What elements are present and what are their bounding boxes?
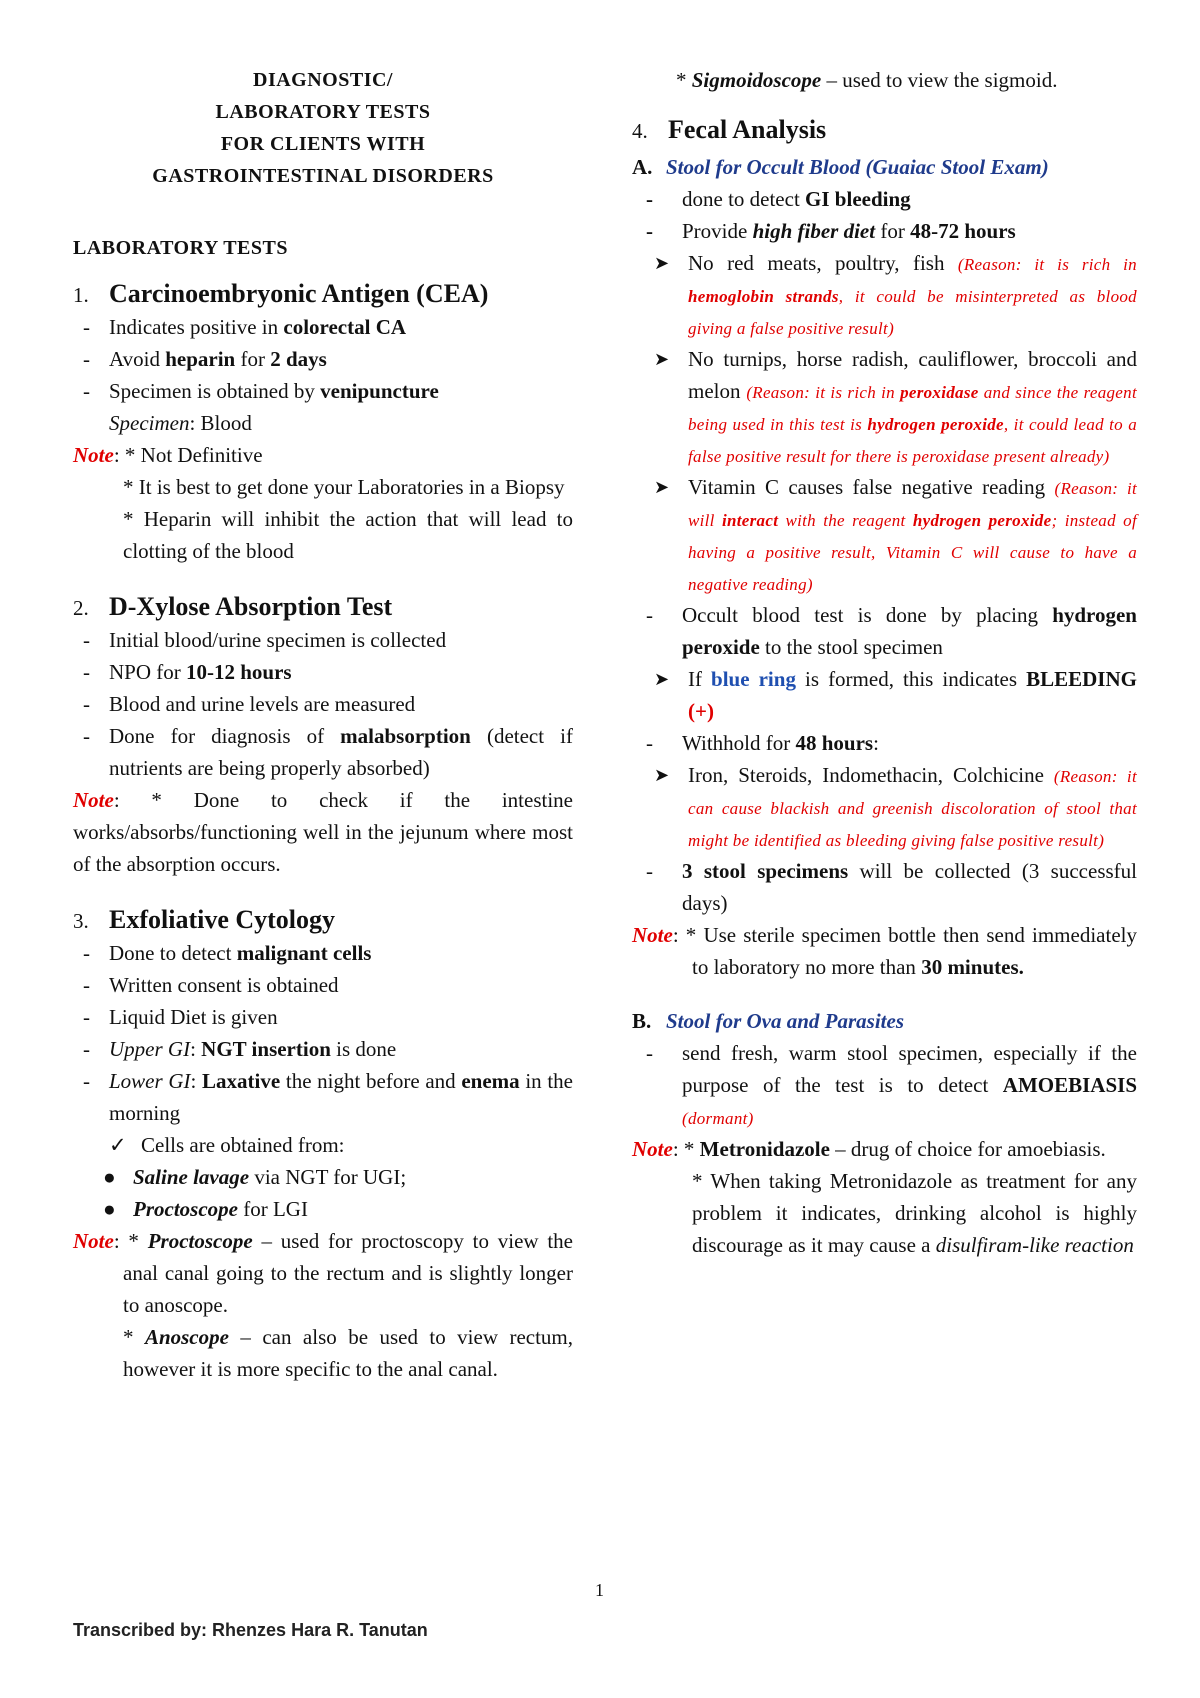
section-cea: 1. Carcinoembryonic Antigen (CEA) bbox=[73, 279, 489, 308]
note-line: * Heparin will inhibit the action that will lead to clotting of the blood bbox=[123, 507, 573, 563]
right-column bbox=[632, 64, 1137, 1261]
section-heading: Carcinoembryonic Antigen (CEA) bbox=[109, 279, 489, 308]
list-item: - Initial blood/urine specimen is collected bbox=[83, 628, 447, 652]
list-item: - Lower GI: Laxative the night before and enema in the morning bbox=[83, 1069, 573, 1125]
list-item: - send fresh, warm stool specimen, especially if the purpose of the test is to detect AMOEBIASIS (dormant) bbox=[646, 1041, 1137, 1128]
subsection-ova-parasites: B. Stool for Ova and Parasites bbox=[632, 1009, 905, 1033]
section-heading: D-Xylose Absorption Test bbox=[109, 592, 393, 621]
sigmoidoscope-note: * Sigmoidoscope – used to view the sigmoid. bbox=[676, 68, 1058, 92]
arrow-bullet-icon: ➤ bbox=[654, 765, 670, 785]
section-fecal: 4. Fecal Analysis bbox=[632, 115, 827, 144]
list-item: - Withhold for 48 hours: bbox=[646, 731, 879, 755]
section-heading: Exfoliative Cytology bbox=[109, 905, 336, 934]
lab-tests-heading: LABORATORY TESTS bbox=[73, 237, 288, 259]
arrow-bullet-icon: ➤ bbox=[654, 349, 670, 369]
list-item: - Occult blood test is done by placing hydrogen peroxide to the stool specimen bbox=[646, 603, 1137, 659]
list-item: - Upper GI: NGT insertion is done bbox=[83, 1037, 397, 1061]
arrow-bullet-icon: ➤ bbox=[654, 669, 670, 689]
bullet-icon: ● bbox=[103, 1197, 116, 1221]
list-item: - Avoid heparin for 2 days bbox=[83, 347, 327, 371]
arrow-item: ➤ If blue ring is formed, this indicates BLEEDING (+) bbox=[654, 663, 1137, 727]
list-item: - Specimen is obtained by venipuncture bbox=[83, 379, 439, 403]
bullet-item: ● Saline lavage via NGT for UGI; bbox=[103, 1161, 573, 1193]
section-heading: Fecal Analysis bbox=[668, 115, 827, 144]
arrow-item: ➤ Iron, Steroids, Indomethacin, Colchicine (Reason: it can cause blackish and greenish discoloration of stool that might be identified as bleeding giving false positive result) bbox=[654, 759, 1137, 855]
note-cea: Note: * Not Definitive bbox=[73, 443, 263, 467]
list-item: - Liquid Diet is given bbox=[83, 1005, 278, 1029]
list-item: - Written consent is obtained bbox=[83, 973, 339, 997]
footer-credit: Transcribed by: Rhenzes Hara R. Tanutan bbox=[73, 1620, 428, 1640]
arrow-bullet-icon: ➤ bbox=[654, 253, 670, 273]
check-item: ✓ Cells are obtained from: bbox=[109, 1129, 573, 1161]
list-item: - NPO for 10-12 hours bbox=[83, 660, 292, 684]
left-column bbox=[73, 64, 573, 1385]
bullet-icon: ● bbox=[103, 1165, 116, 1189]
note-line: * It is best to get done your Laboratories in a Biopsy bbox=[123, 475, 565, 499]
note-line: * When taking Metronidazole as treatment for any problem it indicates, drinking alcohol is highly discourage as it may cause a disulfiram-like reaction bbox=[692, 1169, 1137, 1257]
arrow-bullet-icon: ➤ bbox=[654, 477, 670, 497]
arrow-item: ➤ No red meats, poultry, fish (Reason: it is rich in hemoglobin strands, it could be misinterpreted as blood giving a false positive result) bbox=[654, 247, 1137, 343]
arrow-item: ➤ No turnips, horse radish, cauliflower, broccoli and melon (Reason: it is rich in peroxidase and since the reagent being used in this test is hydrogen peroxide, it could lead to a false positive result for there is peroxidase present already) bbox=[654, 343, 1137, 471]
section-exfoliative: 3. Exfoliative Cytology bbox=[73, 905, 336, 934]
checkmark-icon: ✓ bbox=[109, 1133, 127, 1157]
list-item: - Provide high fiber diet for 48-72 hours bbox=[646, 219, 1016, 243]
arrow-item: ➤ Vitamin C causes false negative reading (Reason: it will interact with the reagent hydrogen peroxide; instead of having a positive result, Vitamin C will cause to have a negative reading) bbox=[654, 471, 1137, 599]
section-dxylose: 2. D-Xylose Absorption Test bbox=[73, 592, 393, 621]
specimen-line: Specimen: Blood bbox=[109, 411, 252, 435]
note-ova: Note: * Metronidazole – drug of choice for amoebiasis. bbox=[632, 1137, 1106, 1161]
list-item: - done to detect GI bleeding bbox=[646, 187, 911, 211]
list-item: - Done for diagnosis of malabsorption (detect if nutrients are being properly absorbed) bbox=[83, 724, 573, 780]
note-dxylose: Note: * Done to check if the intestine works/absorbs/functioning well in the jejunum where most of the absorption occurs. bbox=[73, 788, 573, 876]
document-title: DIAGNOSTIC/ LABORATORY TESTS FOR CLIENTS WITH GASTROINTESTINAL DISORDERS bbox=[152, 69, 494, 187]
note-exfoliative: Note: * Proctoscope – used for proctoscopy to view the anal canal going to the rectum and is slightly longer to anoscope. bbox=[73, 1229, 573, 1317]
page-number: 1 bbox=[595, 1580, 604, 1600]
list-item: - Done to detect malignant cells bbox=[83, 941, 372, 965]
note-line: * Anoscope – can also be used to view rectum, however it is more specific to the anal canal. bbox=[123, 1325, 574, 1381]
note-fecal: Note: * Use sterile specimen bottle then send immediately to laboratory no more than 30 minutes. bbox=[632, 923, 1137, 979]
list-item: - 3 stool specimens will be collected (3 successful days) bbox=[646, 859, 1137, 915]
subsection-occult-blood: A. Stool for Occult Blood (Guaiac Stool Exam) bbox=[632, 155, 1049, 179]
bullet-item: ● Proctoscope for LGI bbox=[103, 1193, 573, 1225]
list-item: - Blood and urine levels are measured bbox=[83, 692, 416, 716]
list-item: - Indicates positive in colorectal CA bbox=[83, 315, 407, 339]
